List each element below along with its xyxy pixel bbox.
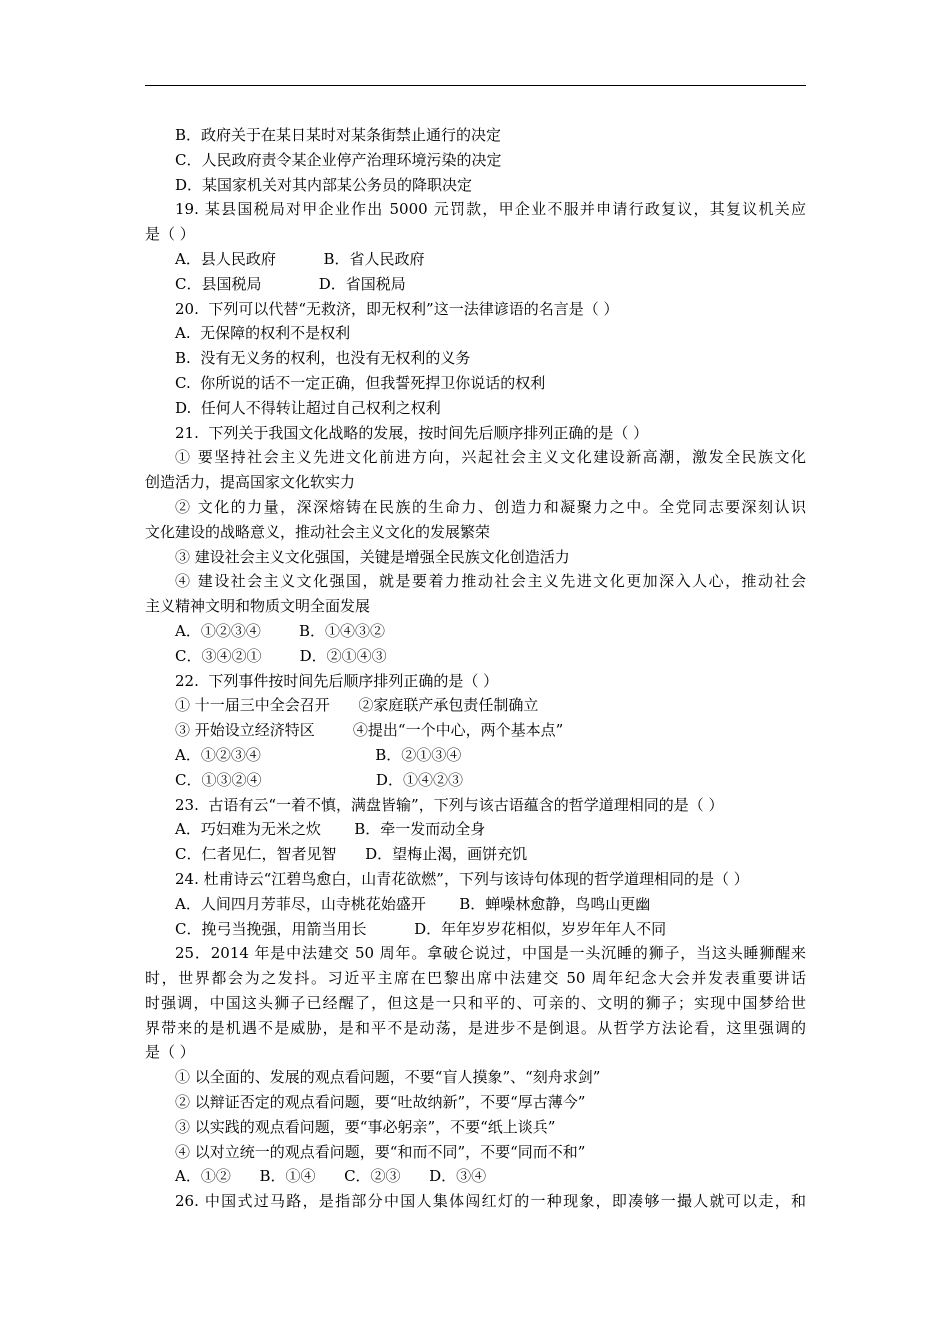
text-line: 是（ ） <box>145 1043 195 1062</box>
text-line: 25．2014 年是中法建交 50 周年。拿破仑说过，中国是一头沉睡的狮子，当这头睡狮醒来 <box>175 944 806 963</box>
text-line: C．挽弓当挽强，用箭当用长 D．年年岁岁花相似，岁岁年年人不同 <box>175 919 667 938</box>
text-line: ② 文化的力量，深深熔铸在民族的生命力、创造力和凝聚力之中。全党同志要深刻认识 <box>175 497 806 516</box>
text-line: ① 以全面的、发展的观点看问题，不要“盲人摸象”、“刻舟求剑” <box>175 1068 601 1087</box>
text-line: ③ 以实践的观点看问题，要“事必躬亲”，不要“纸上谈兵” <box>175 1117 556 1136</box>
text-line: ① 要坚持社会主义先进文化前进方向，兴起社会主义文化建设新高潮，激发全民族文化 <box>175 448 806 467</box>
text-line: 创造活力，提高国家文化软实力 <box>145 473 356 492</box>
text-line: 是（ ） <box>145 225 195 244</box>
text-line: 时强调，中国这头狮子已经醒了，但这是一只和平的、可亲的、文明的狮子；实现中国梦给世 <box>145 993 806 1012</box>
text-line: 20. 下列可以代替“无救济，即无权利”这一法律谚语的名言是（ ） <box>175 299 619 318</box>
text-line: C．人民政府责令某企业停产治理环境污染的决定 <box>175 150 502 169</box>
text-line: 19. 某县国税局对甲企业作出 5000 元罚款，甲企业不服并申请行政复议，其复议机关应 <box>175 200 806 219</box>
text-line: A．①②③④ B．②①③④ <box>175 745 462 764</box>
text-line: D．某国家机关对其内部某公务员的降职决定 <box>175 175 473 194</box>
text-line: 21. 下列关于我国文化战略的发展，按时间先后顺序排列正确的是（ ） <box>175 423 649 442</box>
text-line: ④ 以对立统一的观点看问题，要“和而不同”，不要“同而不和” <box>175 1142 586 1161</box>
text-line: ② 以辩证否定的观点看问题，要“吐故纳新”，不要“厚古薄今” <box>175 1093 586 1112</box>
text-line: A．县人民政府 B．省人民政府 <box>175 249 425 268</box>
text-line: A．①② B．①④ C．②③ D．③④ <box>175 1167 487 1186</box>
text-line: 26. 中国式过马路，是指部分中国人集体闯红灯的一种现象，即凑够一撮人就可以走，和 <box>175 1192 806 1211</box>
text-line: 主义精神文明和物质文明全面发展 <box>145 597 371 616</box>
text-line: C．①③②④ D．①④②③ <box>175 770 463 789</box>
text-line: ③ 建设社会主义文化强国，关键是增强全民族文化创造活力 <box>175 547 570 566</box>
text-line: 文化建设的战略意义，推动社会主义文化的发展繁荣 <box>145 522 491 541</box>
text-line: A．人间四月芳菲尽，山寺桃花始盛开 B．蝉噪林愈静，鸟鸣山更幽 <box>175 894 651 913</box>
text-line: C. 你所说的话不一定正确，但我誓死捍卫你说话的权利 <box>175 373 546 392</box>
text-line: ④ 建设社会主义文化强国，就是要着力推动社会主义先进文化更加深入人心，推动社会 <box>175 572 806 591</box>
text-line: B．政府关于在某日某时对某条街禁止通行的决定 <box>175 126 502 144</box>
text-line: D. 任何人不得转让超过自己权利之权利 <box>175 398 441 417</box>
text-line: A．巧妇难为无米之炊 B．牵一发而动全身 <box>175 820 486 839</box>
text-line: 24. 杜甫诗云“江碧鸟愈白，山青花欲燃”，下列与该诗句体现的哲学道理相同的是（ ） <box>175 869 749 888</box>
text-line: ③ 开始设立经济特区 ④提出“一个中心，两个基本点” <box>175 721 564 740</box>
text-line: 时，世界都会为之发抖。习近平主席在巴黎出席中法建交 50 周年纪念大会并发表重要讲话 <box>145 969 806 988</box>
text-line: 22. 下列事件按时间先后顺序排列正确的是（ ） <box>175 671 499 690</box>
text-line: C．仁者见仁，智者见智 D．望梅止渴，画饼充饥 <box>175 845 528 864</box>
document-body <box>145 123 806 1214</box>
text-line: C．③④②① D．②①④③ <box>175 646 387 665</box>
header-rule <box>145 85 806 86</box>
text-line: ① 十一届三中全会召开 ②家庭联产承包责任制确立 <box>175 696 539 715</box>
text-line: B. 没有无义务的权利，也没有无权利的义务 <box>175 349 471 368</box>
text-line: 23. 古语有云“一着不慎，满盘皆输”，下列与该古语蕴含的哲学道理相同的是（ ） <box>175 795 724 814</box>
text-line: C．县国税局 D．省国税局 <box>175 274 406 293</box>
text-line: 界带来的是机遇不是威胁，是和平不是动荡，是进步不是倒退。从哲学方法论看，这里强调的 <box>145 1018 806 1037</box>
text-line: A. 无保障的权利不是权利 <box>175 324 351 343</box>
text-line: A．①②③④ B．①④③② <box>175 621 386 640</box>
